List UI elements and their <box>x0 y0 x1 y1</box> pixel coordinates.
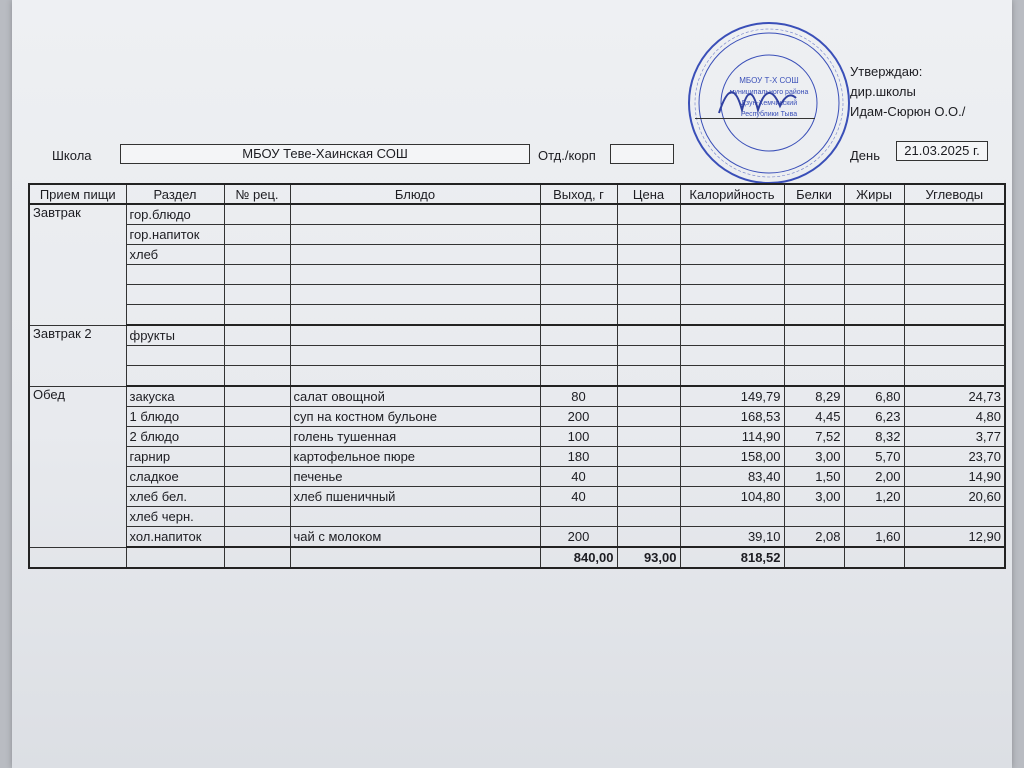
protein-cell: 4,45 <box>784 407 844 427</box>
calories-cell <box>680 325 784 346</box>
price-cell <box>617 427 680 447</box>
output-cell <box>540 265 617 285</box>
table-row <box>29 285 1005 305</box>
table-row <box>29 204 1005 225</box>
fat-cell <box>844 325 904 346</box>
price-cell <box>617 285 680 305</box>
price-cell <box>617 245 680 265</box>
column-header: Углеводы <box>904 184 1005 204</box>
output-cell <box>540 366 617 387</box>
stamp-line-1: МБОУ Т-Х СОШ <box>739 76 799 85</box>
approval-position: дир.школы <box>850 84 916 99</box>
output-cell: 40 <box>540 467 617 487</box>
output-cell <box>540 507 617 527</box>
carbs-cell: 3,77 <box>904 427 1005 447</box>
carbs-cell <box>904 204 1005 225</box>
protein-cell: 3,00 <box>784 487 844 507</box>
table-row <box>29 507 1005 527</box>
dish-cell: голень тушенная <box>290 427 540 447</box>
calories-cell <box>680 204 784 225</box>
fat-cell <box>844 245 904 265</box>
section-cell: хол.напиток <box>126 527 224 548</box>
protein-cell <box>784 285 844 305</box>
recipe-cell <box>224 386 290 407</box>
section-cell: гор.напиток <box>126 225 224 245</box>
output-cell: 100 <box>540 427 617 447</box>
dish-cell: салат овощной <box>290 386 540 407</box>
output-cell <box>540 204 617 225</box>
carbs-cell: 20,60 <box>904 487 1005 507</box>
price-cell <box>617 386 680 407</box>
recipe-cell <box>224 487 290 507</box>
school-stamp <box>684 18 854 188</box>
column-header: Раздел <box>126 184 224 204</box>
table-row <box>29 305 1005 326</box>
fat-cell <box>844 507 904 527</box>
price-cell <box>617 346 680 366</box>
price-cell <box>617 305 680 326</box>
stamp-line-3: Дзун-Хемчикский <box>740 100 798 107</box>
calories-cell: 83,40 <box>680 467 784 487</box>
protein-cell <box>784 245 844 265</box>
recipe-cell <box>224 527 290 548</box>
fat-cell: 8,32 <box>844 427 904 447</box>
calories-cell <box>680 265 784 285</box>
empty-cell <box>290 547 540 568</box>
table-row <box>29 346 1005 366</box>
fat-cell: 6,80 <box>844 386 904 407</box>
day-field: 21.03.2025 г. <box>896 141 988 161</box>
carbs-cell <box>904 265 1005 285</box>
column-header: Выход, г <box>540 184 617 204</box>
fat-cell <box>844 285 904 305</box>
fat-cell <box>844 346 904 366</box>
total-calories-cell: 818,52 <box>680 547 784 568</box>
output-cell <box>540 285 617 305</box>
calories-cell: 104,80 <box>680 487 784 507</box>
calories-cell <box>680 245 784 265</box>
recipe-cell <box>224 305 290 326</box>
carbs-cell <box>904 346 1005 366</box>
column-header: Прием пищи <box>29 184 126 204</box>
column-header: Жиры <box>844 184 904 204</box>
table-row <box>29 386 1005 407</box>
dish-cell <box>290 325 540 346</box>
carbs-cell: 24,73 <box>904 386 1005 407</box>
section-cell: 2 блюдо <box>126 427 224 447</box>
section-cell: хлеб бел. <box>126 487 224 507</box>
fat-cell <box>844 366 904 387</box>
output-cell: 80 <box>540 386 617 407</box>
protein-cell <box>784 346 844 366</box>
protein-cell <box>784 305 844 326</box>
carbs-cell <box>904 285 1005 305</box>
approval-title: Утверждаю: <box>850 64 923 79</box>
calories-cell: 168,53 <box>680 407 784 427</box>
section-cell: фрукты <box>126 325 224 346</box>
table-row <box>29 467 1005 487</box>
protein-cell <box>784 507 844 527</box>
department-field <box>610 144 674 164</box>
recipe-cell <box>224 346 290 366</box>
price-cell <box>617 225 680 245</box>
section-cell: хлеб черн. <box>126 507 224 527</box>
section-cell: хлеб <box>126 245 224 265</box>
output-cell <box>540 346 617 366</box>
price-cell <box>617 325 680 346</box>
fat-cell: 5,70 <box>844 447 904 467</box>
table-row <box>29 265 1005 285</box>
stamp-line-2: муниципального района <box>729 89 809 96</box>
recipe-cell <box>224 366 290 387</box>
output-cell: 200 <box>540 527 617 548</box>
output-cell: 180 <box>540 447 617 467</box>
empty-cell <box>784 547 844 568</box>
output-cell <box>540 325 617 346</box>
carbs-cell: 14,90 <box>904 467 1005 487</box>
carbs-cell <box>904 366 1005 387</box>
calories-cell <box>680 305 784 326</box>
protein-cell <box>784 204 844 225</box>
dish-cell <box>290 245 540 265</box>
calories-cell <box>680 225 784 245</box>
meal-cell: Обед <box>29 386 126 547</box>
section-cell <box>126 366 224 387</box>
calories-cell: 158,00 <box>680 447 784 467</box>
price-cell <box>617 527 680 548</box>
protein-cell: 7,52 <box>784 427 844 447</box>
recipe-cell <box>224 245 290 265</box>
table-row <box>29 225 1005 245</box>
carbs-cell <box>904 507 1005 527</box>
section-cell <box>126 285 224 305</box>
dish-cell: чай с молоком <box>290 527 540 548</box>
dish-cell <box>290 285 540 305</box>
protein-cell: 8,29 <box>784 386 844 407</box>
fat-cell <box>844 265 904 285</box>
dish-cell: печенье <box>290 467 540 487</box>
fat-cell <box>844 225 904 245</box>
carbs-cell <box>904 245 1005 265</box>
price-cell <box>617 447 680 467</box>
fat-cell: 6,23 <box>844 407 904 427</box>
dish-cell <box>290 265 540 285</box>
menu-table <box>28 183 1006 569</box>
total-price-cell: 93,00 <box>617 547 680 568</box>
table-row <box>29 427 1005 447</box>
section-cell: 1 блюдо <box>126 407 224 427</box>
recipe-cell <box>224 204 290 225</box>
empty-cell <box>224 547 290 568</box>
document-page <box>12 0 1012 768</box>
approval-name: Идам-Сюрюн О.О./ <box>850 104 966 119</box>
protein-cell <box>784 265 844 285</box>
calories-cell <box>680 507 784 527</box>
calories-cell: 39,10 <box>680 527 784 548</box>
recipe-cell <box>224 407 290 427</box>
protein-cell <box>784 325 844 346</box>
calories-cell <box>680 346 784 366</box>
protein-cell: 3,00 <box>784 447 844 467</box>
table-row <box>29 527 1005 548</box>
meal-cell: Завтрак <box>29 204 126 325</box>
section-cell: сладкое <box>126 467 224 487</box>
table-row <box>29 245 1005 265</box>
calories-cell <box>680 285 784 305</box>
total-output-cell: 840,00 <box>540 547 617 568</box>
recipe-cell <box>224 265 290 285</box>
carbs-cell <box>904 325 1005 346</box>
table-row <box>29 487 1005 507</box>
stamp-line-4: Республики Тыва <box>740 111 798 118</box>
section-cell <box>126 305 224 326</box>
price-cell <box>617 467 680 487</box>
dish-cell: хлеб пшеничный <box>290 487 540 507</box>
fat-cell: 2,00 <box>844 467 904 487</box>
price-cell <box>617 487 680 507</box>
recipe-cell <box>224 285 290 305</box>
approval-block <box>850 62 965 122</box>
carbs-cell: 12,90 <box>904 527 1005 548</box>
fat-cell: 1,20 <box>844 487 904 507</box>
recipe-cell <box>224 225 290 245</box>
calories-cell: 114,90 <box>680 427 784 447</box>
totals-row <box>29 547 1005 568</box>
empty-cell <box>904 547 1005 568</box>
empty-cell <box>29 547 126 568</box>
column-header: Белки <box>784 184 844 204</box>
calories-cell <box>680 366 784 387</box>
section-cell: закуска <box>126 386 224 407</box>
section-cell: гарнир <box>126 447 224 467</box>
carbs-cell: 23,70 <box>904 447 1005 467</box>
protein-cell: 2,08 <box>784 527 844 548</box>
signature-line <box>695 118 815 119</box>
section-cell: гор.блюдо <box>126 204 224 225</box>
fat-cell <box>844 204 904 225</box>
fat-cell <box>844 305 904 326</box>
fat-cell: 1,60 <box>844 527 904 548</box>
protein-cell: 1,50 <box>784 467 844 487</box>
output-cell <box>540 225 617 245</box>
section-cell <box>126 265 224 285</box>
table-row <box>29 407 1005 427</box>
table-row <box>29 325 1005 346</box>
price-cell <box>617 407 680 427</box>
department-label: Отд./корп <box>538 148 596 163</box>
dish-cell <box>290 346 540 366</box>
school-label: Школа <box>52 148 92 163</box>
calories-cell: 149,79 <box>680 386 784 407</box>
recipe-cell <box>224 467 290 487</box>
section-cell <box>126 346 224 366</box>
column-header: Калорийность <box>680 184 784 204</box>
carbs-cell <box>904 225 1005 245</box>
output-cell <box>540 245 617 265</box>
meal-cell: Завтрак 2 <box>29 325 126 386</box>
dish-cell: суп на костном бульоне <box>290 407 540 427</box>
price-cell <box>617 265 680 285</box>
protein-cell <box>784 225 844 245</box>
output-cell <box>540 305 617 326</box>
dish-cell <box>290 305 540 326</box>
table-header-row <box>29 184 1005 204</box>
output-cell: 200 <box>540 407 617 427</box>
protein-cell <box>784 366 844 387</box>
output-cell: 40 <box>540 487 617 507</box>
recipe-cell <box>224 507 290 527</box>
recipe-cell <box>224 325 290 346</box>
school-name-field: МБОУ Теве-Хаинская СОШ <box>120 144 530 164</box>
dish-cell <box>290 225 540 245</box>
day-label: День <box>850 148 880 163</box>
empty-cell <box>126 547 224 568</box>
carbs-cell: 4,80 <box>904 407 1005 427</box>
carbs-cell <box>904 305 1005 326</box>
dish-cell <box>290 204 540 225</box>
recipe-cell <box>224 427 290 447</box>
price-cell <box>617 204 680 225</box>
column-header: № рец. <box>224 184 290 204</box>
column-header: Цена <box>617 184 680 204</box>
dish-cell <box>290 366 540 387</box>
dish-cell: картофельное пюре <box>290 447 540 467</box>
empty-cell <box>844 547 904 568</box>
dish-cell <box>290 507 540 527</box>
table-row <box>29 366 1005 387</box>
column-header: Блюдо <box>290 184 540 204</box>
recipe-cell <box>224 447 290 467</box>
price-cell <box>617 366 680 387</box>
price-cell <box>617 507 680 527</box>
table-row <box>29 447 1005 467</box>
